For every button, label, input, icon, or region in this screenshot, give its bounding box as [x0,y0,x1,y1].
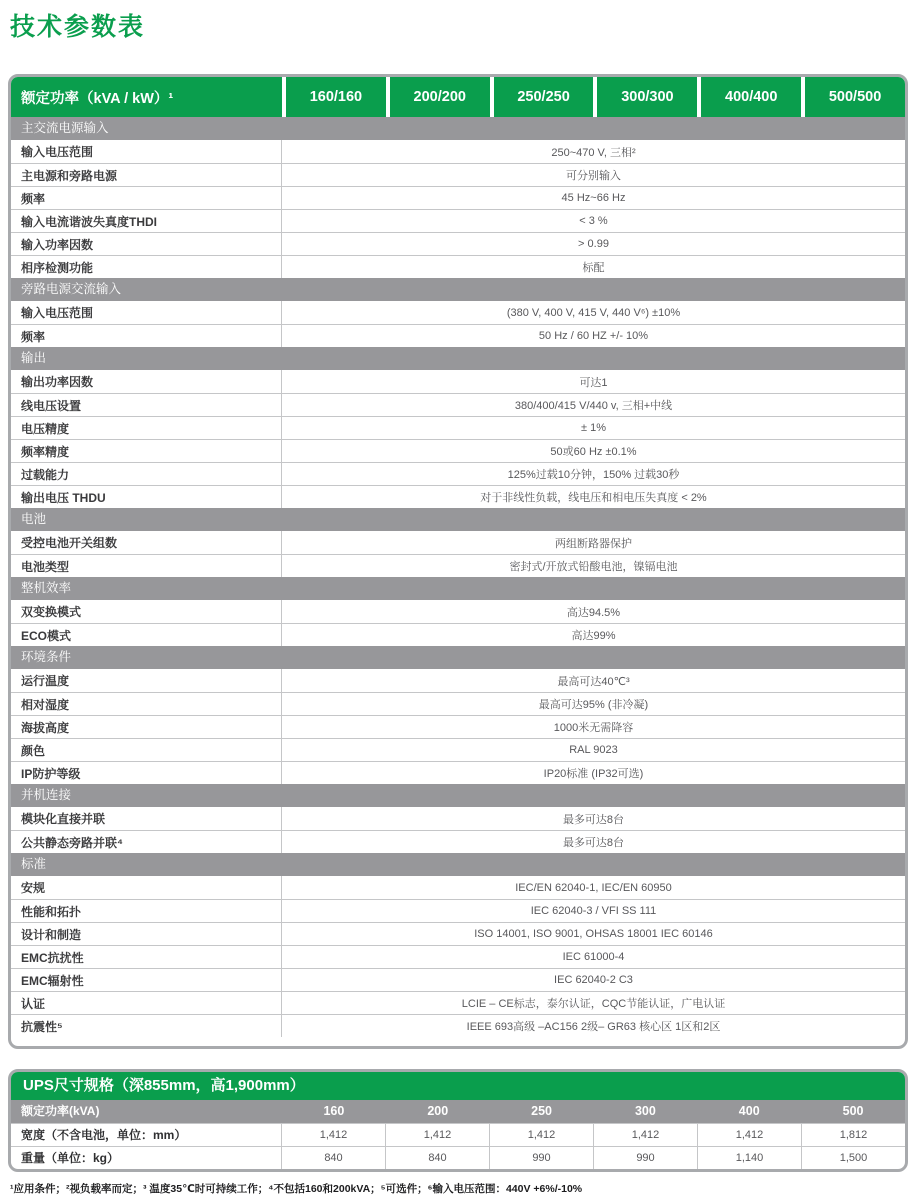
spec-row-label: EMC抗扰性 [11,946,282,968]
spec-row-value: LCIE – CE标志，泰尔认证，CQC节能认证，广电认证 [461,998,726,1010]
spec-row-label: 频率 [11,325,282,347]
spec-row [11,968,905,991]
dimension-table-title: UPS尺寸规格（深855mm，高1,900mm） [11,1072,905,1100]
spec-row-value: IEC 62040-2 C3 [554,974,633,986]
dim-value-cell: 1,412 [282,1124,386,1146]
dim-power-column: 250 [531,1104,552,1118]
spec-row-value: 最多可达8台 [562,813,625,826]
power-rating-column: 500/500 [805,77,905,117]
spec-row-label: ECO模式 [11,624,282,646]
spec-row-label: 运行温度 [11,669,282,692]
dim-row-label: 宽度（不含电池，单位：mm） [11,1124,282,1146]
spec-row-label: 输出电压 THDU [11,486,282,508]
spec-row-value: 对于非线性负载，线电压和相电压失真度 < 2% [480,492,707,504]
spec-row-value: 最高可达40℃³ [557,675,630,688]
dimension-header-label: 额定功率(kVA) [21,1104,100,1118]
dim-row-label: 重量（单位：kg） [11,1147,282,1169]
dimension-table-body [11,1123,905,1169]
spec-row-value: 50或60 Hz ±0.1% [550,446,637,458]
spec-row-value: IEC/EN 62040-1, IEC/EN 60950 [515,881,672,894]
section-header: 输出 [11,347,905,370]
section-header: 整机效率 [11,577,905,600]
spec-row-label: 双变换模式 [11,600,282,623]
spec-row [11,876,905,899]
spec-row-label: 受控电池开关组数 [11,531,282,554]
spec-row [11,807,905,830]
power-rating-column: 300/300 [597,77,697,117]
dim-value-cell: 1,812 [839,1129,868,1141]
spec-row-value: > 0.99 [578,238,609,250]
spec-row-value: 380/400/415 V/440 v, 三相+中线 [514,400,673,412]
dim-row [11,1123,905,1146]
section-header: 并机连接 [11,784,905,807]
spec-row-label: 主电源和旁路电源 [11,164,282,186]
dim-power-column: 300 [634,1104,656,1118]
spec-row-value: IEEE 693高级 –AC156 2级– GR63 核心区 1区和2区 [466,1021,721,1033]
spec-row [11,324,905,347]
spec-row-value: IP20标准 (IP32可选) [543,768,644,780]
spec-row [11,416,905,439]
spec-row-label: 相序检测功能 [11,256,282,278]
spec-row [11,715,905,738]
spec-row-label: 相对湿度 [11,693,282,715]
spec-header-columns [282,77,905,117]
spec-row-label: 安规 [11,876,282,899]
spec-row-label: 设计和制造 [11,923,282,945]
spec-row [11,554,905,577]
dimension-table [8,1069,908,1172]
spec-row-value: < 3 % [579,215,608,227]
spec-row-label: 输入电压范围 [11,301,282,324]
spec-row-value: 高达99% [571,630,616,642]
dim-power-column: 200 [427,1104,449,1118]
spec-table-bottom-pad [11,1037,905,1046]
spec-row-value: IEC 61000-4 [562,951,625,963]
spec-row [11,370,905,393]
spec-row [11,600,905,623]
spec-row-value: ± 1% [581,422,606,434]
spec-row [11,140,905,163]
dim-row [11,1146,905,1169]
spec-row-value: RAL 9023 [569,744,618,756]
section-header: 旁路电源交流输入 [11,278,905,301]
spec-table-body [11,117,905,1037]
spec-row-label: 线电压设置 [11,394,282,416]
dim-value-cell: 840 [386,1147,490,1169]
spec-row [11,393,905,416]
spec-row-label: 输入功率因数 [11,233,282,255]
spec-row-value: IEC 62040-3 / VFI SS 111 [530,905,657,917]
dim-power-column: 500 [842,1104,864,1118]
spec-row [11,830,905,853]
spec-row [11,692,905,715]
spec-row-label: 电压精度 [11,417,282,439]
spec-row-label: 抗震性⁵ [11,1015,282,1037]
spec-header-label: 额定功率（kVA / kW）¹ [11,77,282,117]
spec-row [11,1014,905,1037]
power-rating-column: 400/400 [701,77,801,117]
dim-power-column: 400 [738,1104,760,1118]
spec-table [8,74,908,1049]
spec-row-label: 输出功率因数 [11,370,282,393]
dim-value-cell: 840 [282,1147,386,1169]
spec-row-value: ISO 14001, ISO 9001, OHSAS 18001 IEC 60146 [474,928,713,940]
spec-row-value: 1000米无需降容 [553,722,634,734]
spec-row-label: EMC辐射性 [11,969,282,991]
footnote: ¹应用条件；²视负载率而定；³ 温度35℃时可持续工作；⁴不包括160和200kVA；⁵可选件；⁶输入电压范围：440V +6%/-10% [10,1183,583,1195]
spec-row [11,945,905,968]
spec-row-value: 最多可达8台 [562,837,625,849]
spec-row-label: 输入电压范围 [11,140,282,163]
spec-row-value: 高达94.5% [566,606,621,619]
dimension-header-row [11,1100,905,1123]
spec-row-value: 50 Hz / 60 HZ +/- 10% [538,330,649,342]
spec-row [11,669,905,692]
spec-row [11,301,905,324]
dim-value-cell: 1,140 [698,1147,802,1169]
spec-table-header-row [11,77,905,117]
dim-row-values [282,1147,905,1169]
page [0,7,916,1196]
spec-row-label: 颜色 [11,739,282,761]
dim-value-cell: 1,412 [594,1124,698,1146]
section-header: 电池 [11,508,905,531]
spec-row [11,922,905,945]
spec-row-value: 标配 [582,262,605,274]
power-rating-column: 160/160 [286,77,386,117]
spec-row-value: 45 Hz~66 Hz [561,192,626,204]
dim-value-cell: 1,412 [698,1124,802,1146]
spec-row-label: 频率精度 [11,440,282,462]
spec-row-label: 频率 [11,187,282,209]
spec-row-value: 125%过载10分钟，150% 过载30秒 [507,469,680,481]
dim-row-values [282,1124,905,1146]
spec-row-value: 密封式/开放式铅酸电池，镍镉电池 [509,561,678,573]
section-header: 环境条件 [11,646,905,669]
spec-row [11,186,905,209]
spec-row-value: 可分别输入 [566,170,621,182]
spec-row-label: 模块化直接并联 [11,807,282,830]
spec-row-label: 过载能力 [11,463,282,485]
spec-row-value: 最高可达95% (非冷凝) [538,699,649,711]
spec-row-label: 电池类型 [11,555,282,577]
spec-row-label: 公共静态旁路并联⁴ [11,831,282,853]
spec-row [11,232,905,255]
spec-row [11,462,905,485]
dimension-header-columns [282,1100,905,1123]
spec-row [11,991,905,1014]
power-rating-column: 200/200 [390,77,490,117]
spec-row [11,623,905,646]
spec-row-label: IP防护等级 [11,762,282,784]
spec-row-value: 250~470 V, 三相² [551,146,636,159]
dim-value-cell: 1,412 [386,1124,490,1146]
dim-value-cell: 990 [594,1147,698,1169]
dim-value-cell: 1,500 [839,1152,868,1164]
dim-value-cell: 1,412 [490,1124,594,1146]
spec-row [11,485,905,508]
spec-row-label: 海拔高度 [11,716,282,738]
page-title: 技术参数表 [10,13,146,41]
spec-row [11,163,905,186]
power-rating-column: 250/250 [494,77,594,117]
spec-row [11,761,905,784]
spec-row [11,899,905,922]
dim-power-column: 160 [323,1104,345,1118]
spec-row-label: 认证 [11,992,282,1014]
spec-row-label: 性能和拓扑 [11,900,282,922]
spec-row [11,209,905,232]
spec-row-label: 输入电流谐波失真度THDI [11,210,282,232]
section-header: 标准 [11,853,905,876]
spec-row-value: 两组断路器保护 [555,537,632,550]
spec-row [11,738,905,761]
dim-value-cell: 990 [490,1147,594,1169]
spec-row [11,255,905,278]
spec-row-value: (380 V, 400 V, 415 V, 440 V⁶) ±10% [506,306,681,319]
spec-row-value: 可达1 [579,376,608,389]
section-header: 主交流电源输入 [11,117,905,140]
spec-row [11,439,905,462]
spec-row [11,531,905,554]
